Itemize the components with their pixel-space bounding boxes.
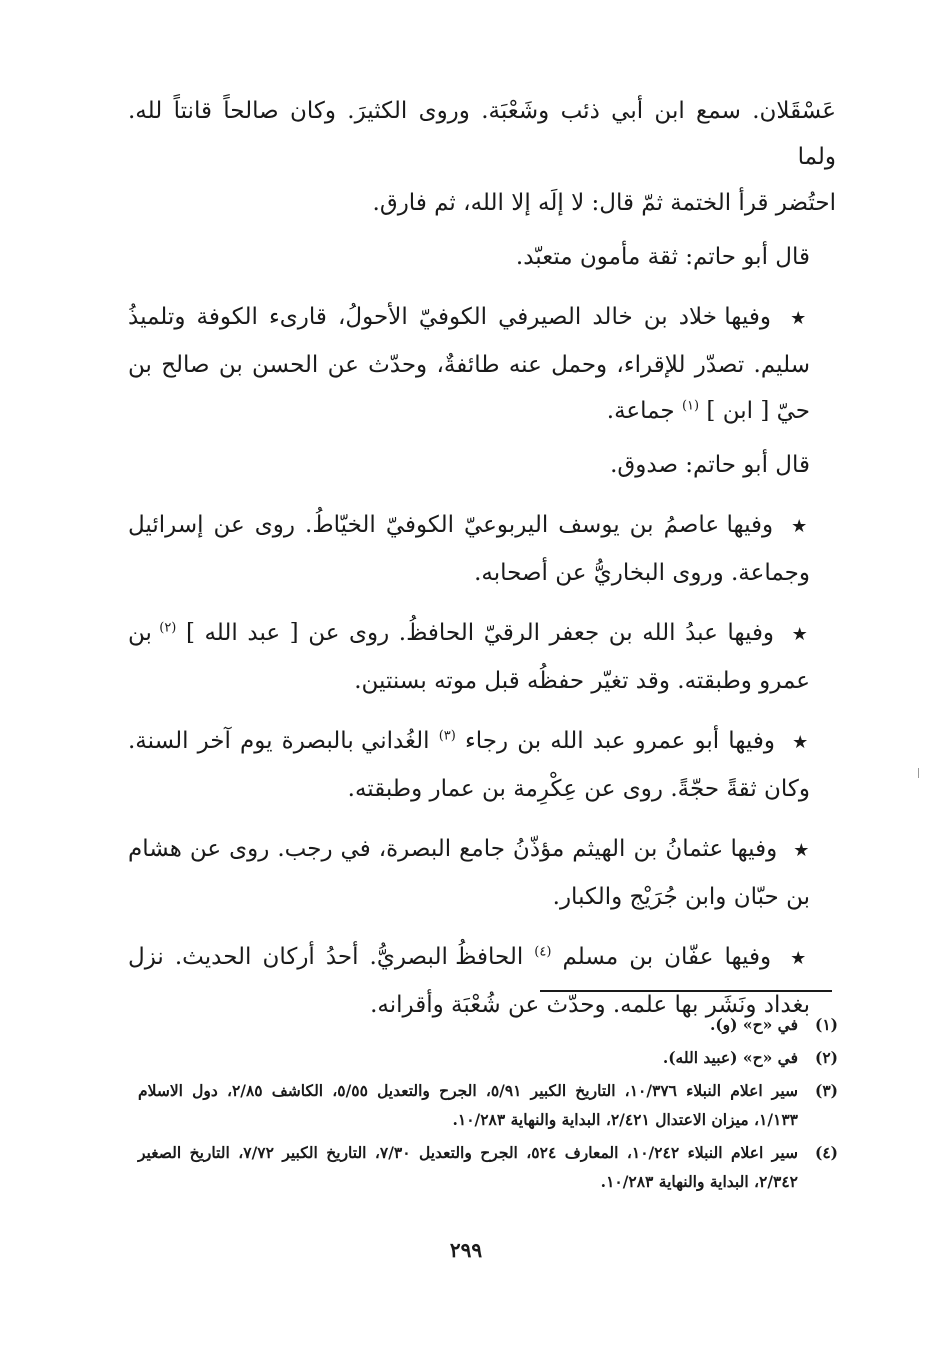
entry-uthman-text: وفيها عثمانُ بن الهيثم مؤذّنُ جامع البصرة، في رجب. روى عن هشام بن حبّان وابن جُرَيْج والكبار.: [128, 836, 810, 910]
footnote-separator: [540, 990, 832, 992]
entry-abdullah-jafar: [128, 610, 836, 704]
entry-abu-amr: [128, 718, 836, 812]
footnote-3: [138, 1076, 838, 1134]
entry-affan-text-a: وفيها عفّان بن مسلم: [562, 944, 772, 970]
paragraph-1-line-1: عَسْقَلان. سمع ابن أبي ذئب وشَعْبَة. وروى الكثيرَ. وكان صالحاً قانتاً لله. ولما: [128, 98, 836, 170]
page-number: ٢٩٩: [449, 1238, 483, 1262]
margin-mark: [912, 768, 919, 778]
footnote-ref-4: (٤): [534, 944, 552, 960]
footnote-text: في «ح» (و).: [709, 1015, 798, 1034]
paragraph-1: [128, 88, 836, 226]
footnote-number: (١): [814, 1015, 838, 1034]
entry-khallad-text: وفيها خلاد بن خالد الصيرفي الكوفيّ الأحولُ، قارىء الكوفة وتلميذُ سليم. تصدّر للإقراء، وحمل عنه طائفةٌ، وحدّث عن الحسن بن صالح بن حيّ [ ابن ]: [128, 304, 810, 424]
star-icon: ★: [791, 624, 810, 645]
footnotes: [138, 1010, 838, 1200]
star-icon: ★: [791, 516, 810, 537]
paragraph-abu-hatim: [128, 442, 836, 488]
star-icon: ★: [790, 948, 810, 969]
entry-abu-amr-text-a: وفيها أبو عمرو عبد الله بن رجاء: [464, 728, 775, 754]
footnote-ref-3: (٣): [438, 728, 456, 744]
star-icon: ★: [792, 732, 811, 753]
entry-asim: [128, 502, 836, 596]
footnote-text: في «ح» (عبيد الله).: [662, 1048, 798, 1067]
main-text: [128, 88, 836, 1028]
footnote-ref-1: (١): [681, 398, 700, 414]
entry-asim-text: وفيها عاصمُ بن يوسف اليربوعيّ الكوفيّ الخيّاطُ. روى عن إسرائيل وجماعة. وروى البخاريُّ عن أصحابه.: [128, 512, 810, 586]
footnote-ref-2: (٢): [159, 620, 177, 636]
star-icon: ★: [790, 308, 811, 329]
footnote-4: [138, 1138, 838, 1196]
paragraph-2-text: قال أبو حاتم: ثقة مأمون متعبّد.: [515, 244, 810, 270]
star-icon: ★: [793, 840, 811, 861]
entry-affan-text-b: الحافظُ البصريُّ. أحدُ أركان الحديث. نزل بغداد ونَشَر بها علمه. وحدّث عن شُعْبَة وأقرانه.: [128, 944, 810, 1018]
paragraph-2: [128, 234, 836, 280]
entry-khallad: [128, 294, 836, 434]
entry-abu-amr-text-b: الغُداني بالبصرة يوم آخر السنة. وكان ثقةً حجّةً. روى عن عِكْرِمة بن عمار وطبقته.: [128, 728, 810, 802]
footnote-2: [138, 1043, 838, 1072]
entry-abdullah-jafar-text-a: وفيها عبدُ الله بن جعفر الرقيّ الحافظُ. روى عن [ عبد الله ]: [185, 620, 775, 646]
footnote-text: سير اعلام النبلاء ١٠/٣٧٦، التاريخ الكبير ٥/٩١، الجرح والتعديل ٥/٥٥، الكاشف ٢/٨٥، دول الاسلام ١/١٣٣، ميزان الاعتدال ٢/٤٢١، البداية والنهاية ١٠/٢٨٣.: [138, 1081, 798, 1129]
footnote-number: (٣): [814, 1081, 838, 1100]
entry-abdullah-jafar-text-b: بن عمرو وطبقته. وقد تغيّر حفظُه قبل موته بسنتين.: [128, 620, 810, 694]
footnote-text: سير اعلام النبلاء ١٠/٢٤٢، المعارف ٥٢٤، الجرح والتعديل ٧/٣٠، التاريخ الكبير ٧/٧٢، التاريخ الصغير ٢/٣٤٢، البداية والنهاية ١٠/٢٨٣.: [138, 1143, 798, 1191]
entry-uthman: [128, 826, 836, 920]
footnote-number: (٤): [814, 1143, 838, 1162]
entry-khallad-end: جماعة.: [606, 398, 675, 424]
footnote-number: (٢): [814, 1048, 838, 1067]
paragraph-abu-hatim-text: قال أبو حاتم: صدوق.: [610, 452, 810, 478]
paragraph-1-line-2: احتُضر قرأ الختمة ثمّ قال: لا إلَه إلا الله، ثم فارق.: [372, 190, 836, 216]
footnote-1: [138, 1010, 838, 1039]
